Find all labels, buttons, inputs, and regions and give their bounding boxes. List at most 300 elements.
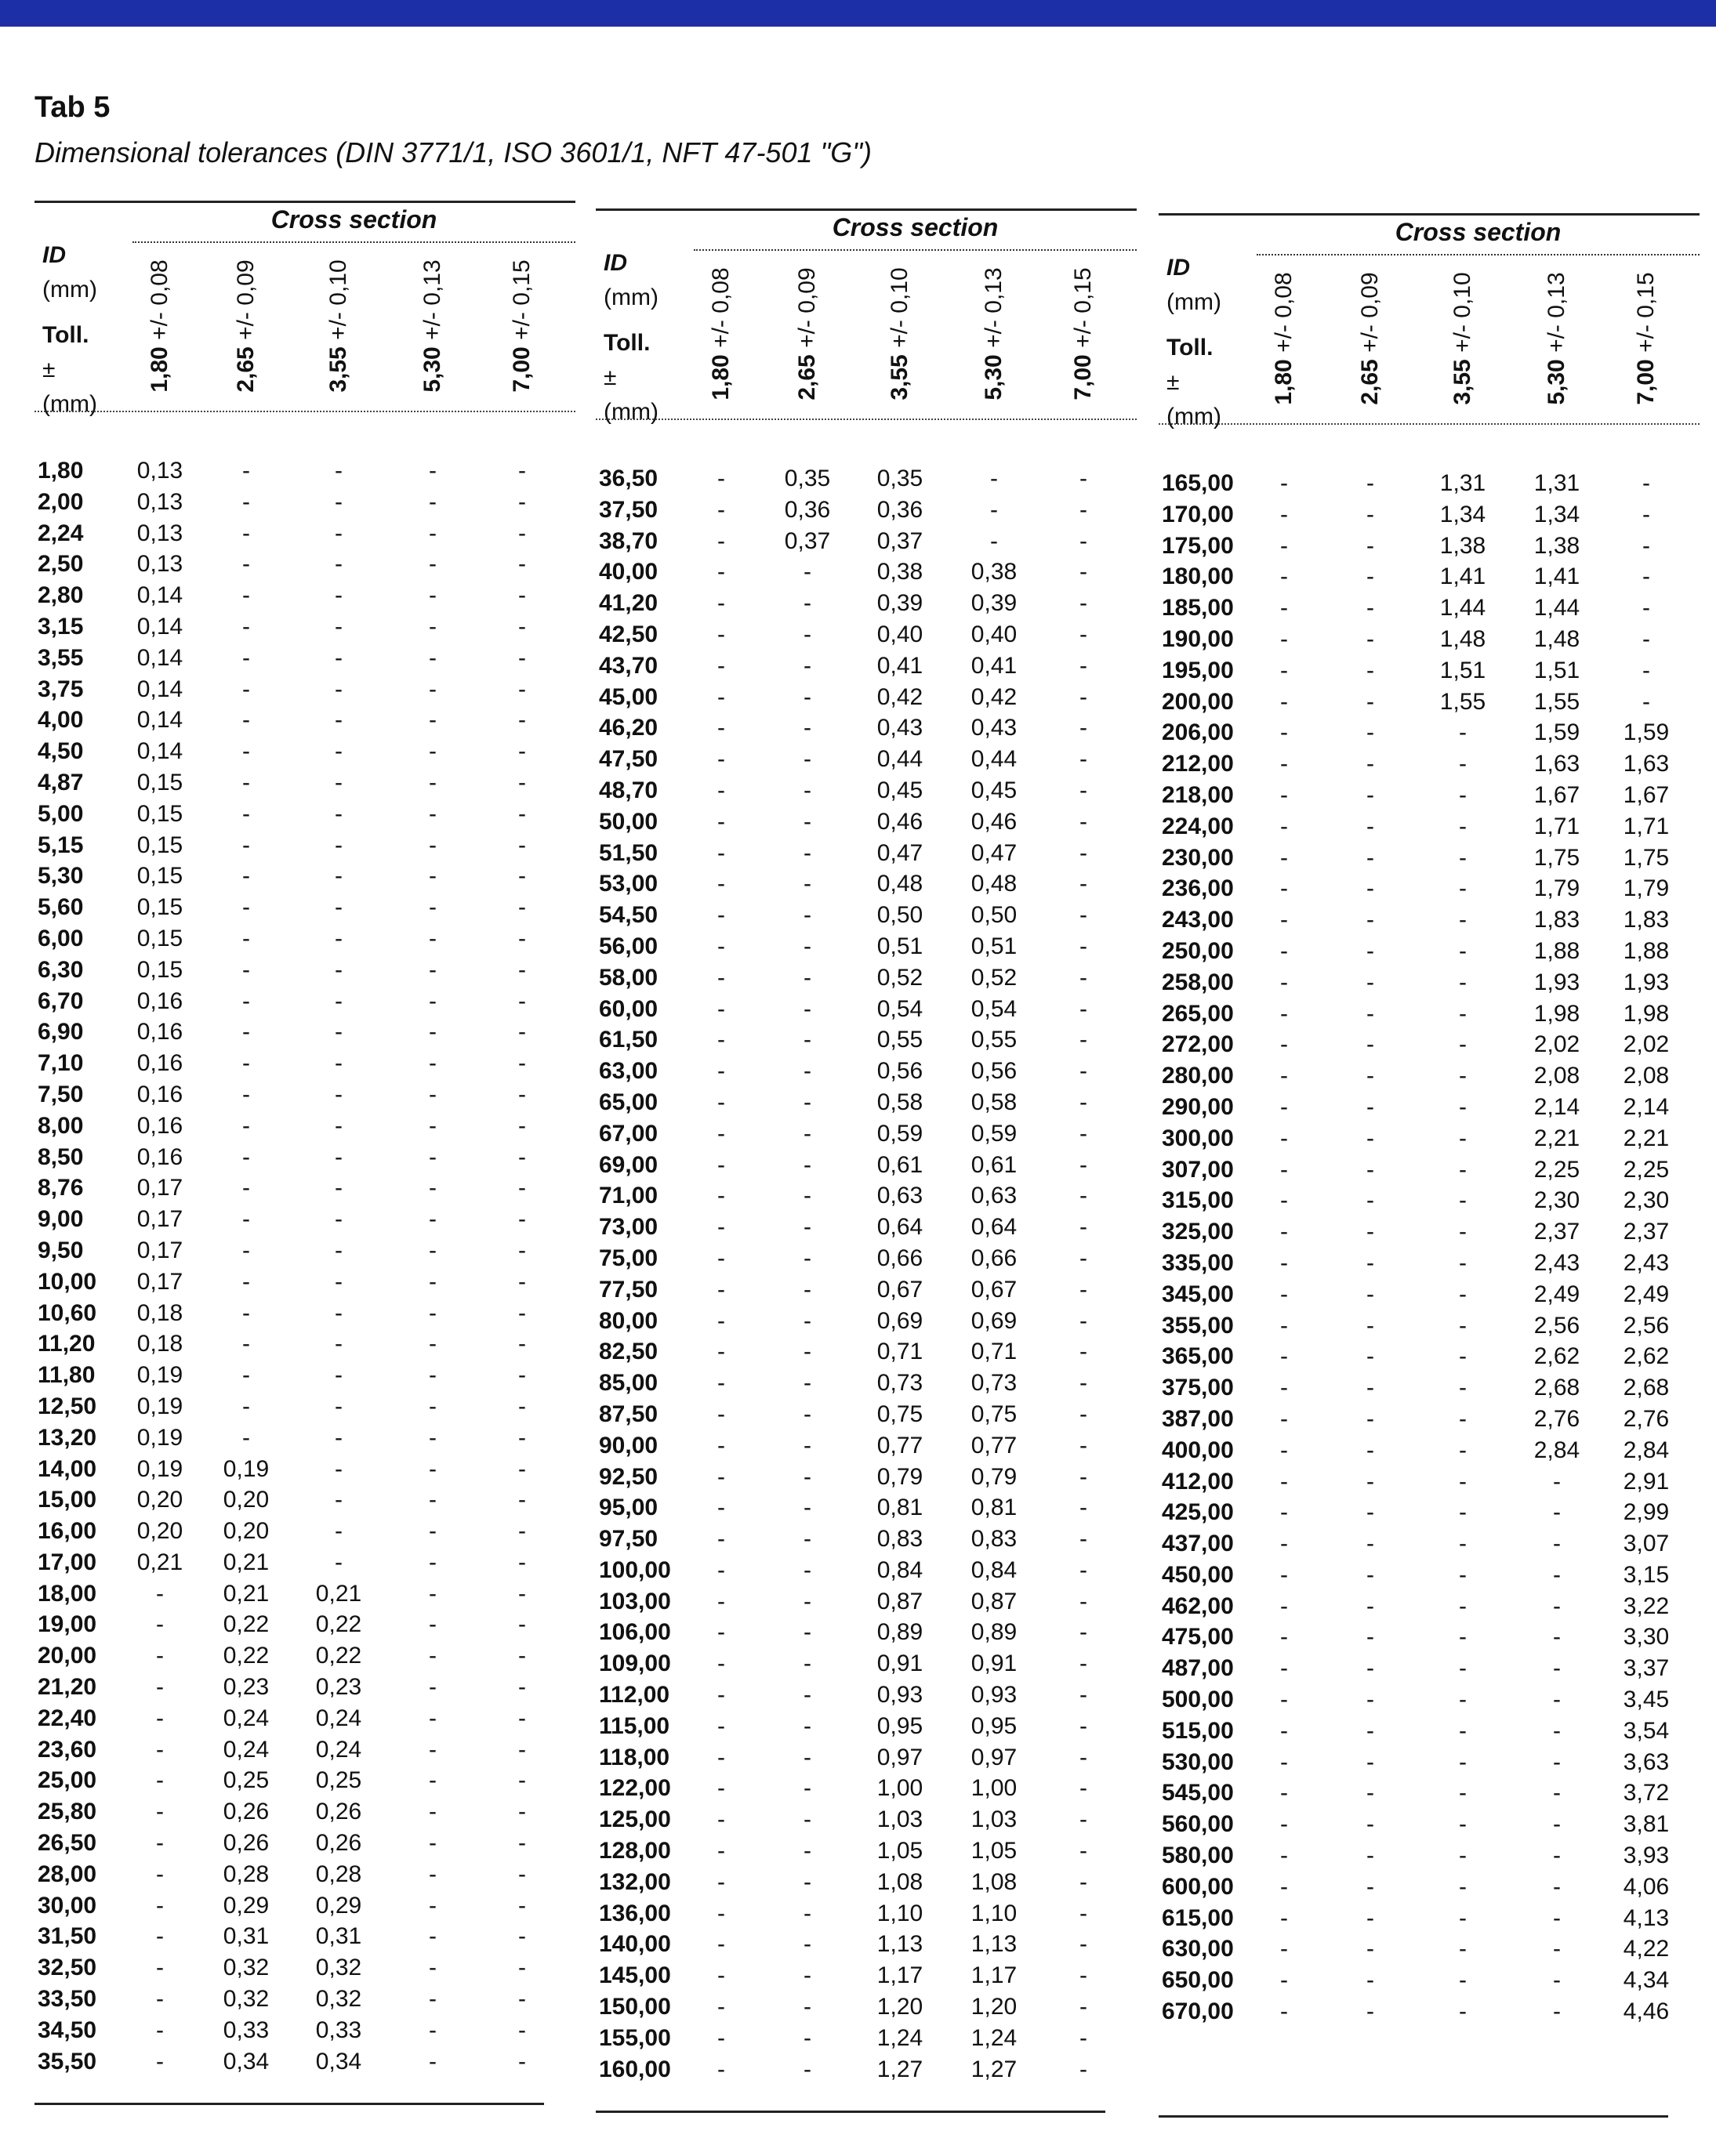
table-row [1159, 717, 1700, 748]
table-row [1159, 624, 1700, 655]
tolerance-cell: 0,15 [136, 800, 183, 827]
tolerance-cell: - [1366, 1219, 1374, 1245]
tolerance-cell: - [717, 1307, 725, 1334]
id-cell: 170,00 [1162, 501, 1234, 527]
tolerance-cell: 1,88 [1623, 937, 1670, 964]
tolerance-cell: - [717, 466, 725, 491]
tolerance-cell: 2,76 [1533, 1405, 1580, 1432]
tolerance-cell: - [1553, 1687, 1561, 1713]
tolerance-cell: 2,25 [1623, 1156, 1670, 1183]
tolerance-cell: - [1280, 907, 1288, 933]
tolerance-cell: - [335, 1362, 343, 1389]
tolerance-cell: - [1553, 1624, 1561, 1651]
tolerance-cell: 0,21 [223, 1549, 270, 1575]
tolerance-cell: - [1366, 1405, 1374, 1432]
tolerance-cell: 0,13 [136, 458, 183, 484]
tolerance-cell: - [804, 2024, 811, 2051]
tolerance-cell: - [156, 1830, 164, 1857]
id-cell: 15,00 [38, 1487, 97, 1513]
tolerance-cell: - [1553, 1998, 1561, 2025]
tolerance-cell: - [1459, 1998, 1467, 2025]
tolerance-cell: - [1366, 532, 1374, 559]
id-column-header [1166, 251, 1221, 434]
tolerance-cell: - [156, 1674, 164, 1701]
tolerance-cell: 0,22 [315, 1643, 362, 1669]
tolerance-cell: - [717, 933, 725, 959]
tolerance-cell: 0,40 [970, 621, 1018, 647]
tolerance-cell: - [717, 590, 725, 617]
table-row [34, 1734, 575, 1766]
tolerance-cell: 0,19 [136, 1362, 183, 1389]
tolerance-cell: - [1079, 1151, 1087, 1178]
id-cell: 31,50 [38, 1923, 97, 1950]
tolerance-cell: - [1079, 1712, 1087, 1739]
tolerance-cell: 0,15 [136, 769, 183, 795]
cross-section-column-header [136, 248, 183, 404]
tolerance-cell: 1,13 [876, 1931, 923, 1958]
tolerance-cell: - [335, 1393, 343, 1419]
tolerance-cell: - [1459, 719, 1467, 746]
table-row [34, 2046, 575, 2078]
tolerance-cell: - [156, 1643, 164, 1669]
id-cell: 150,00 [599, 1994, 671, 2020]
tolerance-cell: - [1280, 1593, 1288, 1619]
tolerance-cell: - [804, 590, 811, 617]
table-row [596, 1024, 1137, 1056]
tolerance-cell: - [1366, 1780, 1374, 1806]
id-cell: 335,00 [1162, 1249, 1234, 1276]
tolerance-cell: 0,22 [315, 1611, 362, 1638]
cross-section-column-header [315, 248, 362, 404]
tolerance-cell: 1,71 [1533, 813, 1580, 839]
tolerance-cell: - [429, 987, 437, 1014]
table-row [34, 1235, 575, 1266]
tolerance-cell: 0,87 [876, 1588, 923, 1614]
tolerance-cell: - [156, 1986, 164, 2013]
tolerance-cell: - [1280, 1063, 1288, 1089]
id-unit: (mm) [42, 277, 97, 303]
tolerance-cell: - [717, 1588, 725, 1614]
id-cell: 65,00 [599, 1089, 658, 1115]
tolerance-cell: - [717, 1151, 725, 1178]
table-row [34, 674, 575, 705]
tolerance-cell: - [804, 933, 811, 959]
id-cell: 1,80 [38, 458, 84, 484]
id-cell: 265,00 [1162, 1000, 1234, 1027]
tolerance-cell: - [804, 808, 811, 835]
tolerance-cell: 0,81 [876, 1495, 923, 1521]
table-row [1159, 1092, 1700, 1123]
tolerance-cell: - [1459, 844, 1467, 871]
tolerance-cell: - [1553, 1655, 1561, 1682]
id-cell: 155,00 [599, 2024, 671, 2051]
tolerance-cell: 1,75 [1623, 844, 1670, 871]
tolerance-cell: - [429, 551, 437, 578]
tolerance-cell: 0,84 [970, 1556, 1018, 1583]
table-body [596, 463, 1137, 2085]
tolerance-cell: 1,17 [876, 1962, 923, 1989]
id-cell: 236,00 [1162, 875, 1234, 902]
tolerance-cell: - [1079, 1556, 1087, 1583]
tolerance-cell: 0,95 [970, 1712, 1018, 1739]
tolerance-cell: - [429, 1143, 437, 1170]
tolerance-cell: - [518, 1986, 526, 2013]
table-row [34, 580, 575, 611]
id-cell: 33,50 [38, 1986, 97, 2013]
tolerance-cell: - [518, 1487, 526, 1513]
tolerance-cell: - [1280, 1156, 1288, 1183]
tolerance-cell: - [518, 1549, 526, 1575]
tolerance-cell: 0,20 [136, 1518, 183, 1545]
table-row [34, 1828, 575, 1859]
tolerance-cell: - [429, 1799, 437, 1825]
tolerance-cell: 0,13 [136, 520, 183, 546]
tolerance-cell: - [804, 1994, 811, 2020]
tolerance-cell: - [429, 1268, 437, 1295]
tolerance-cell: - [242, 1331, 250, 1357]
tolerance-cell: - [518, 582, 526, 609]
table-row [596, 1929, 1137, 1960]
tolerance-cell: - [1079, 1370, 1087, 1397]
id-cell: 30,00 [38, 1892, 97, 1919]
tolerance-cell: - [717, 1994, 725, 2020]
id-cell: 125,00 [599, 1806, 671, 1833]
tolerance-cell: - [1280, 470, 1288, 496]
tolerance-cell: 0,69 [970, 1307, 1018, 1334]
tolerance-cell: 1,05 [970, 1838, 1018, 1864]
tolerance-cell: - [1642, 532, 1650, 559]
tolerance-cell: - [429, 1175, 437, 1201]
id-cell: 63,00 [599, 1058, 658, 1085]
tolerance-cell: 0,24 [223, 1705, 270, 1731]
tolerance-cell: - [1280, 657, 1288, 683]
tolerance-cell: 0,87 [970, 1588, 1018, 1614]
tolerance-cell: 0,89 [876, 1619, 923, 1646]
tolerance-cell: - [1079, 1495, 1087, 1521]
tolerance-cell: - [1459, 1811, 1467, 1838]
tolerance-cell: - [1280, 969, 1288, 995]
tolerance-cell: 0,95 [876, 1712, 923, 1739]
id-cell: 128,00 [599, 1838, 671, 1864]
tolerance-cell: 0,29 [223, 1892, 270, 1919]
table-row [596, 1056, 1137, 1087]
id-cell: 53,00 [599, 871, 658, 897]
tolerance-cell: 2,68 [1533, 1375, 1580, 1401]
table-row [1159, 499, 1700, 531]
tolerance-cell: - [1366, 470, 1374, 496]
tolerance-cell: - [717, 1838, 725, 1864]
tolerance-cell: - [804, 1400, 811, 1427]
table-row [1159, 531, 1700, 562]
id-cell: 60,00 [599, 995, 658, 1022]
tolerance-cell: - [1553, 1748, 1561, 1775]
id-cell: 2,00 [38, 488, 84, 515]
tolerance-cell: - [1553, 1499, 1561, 1526]
tolerance-cell: 0,93 [876, 1682, 923, 1708]
id-cell: 43,70 [599, 652, 658, 679]
table-body [1159, 468, 1700, 2027]
tolerance-cell: - [429, 1705, 437, 1731]
tolerance-cell: 2,08 [1623, 1063, 1670, 1089]
table-row [34, 2015, 575, 2046]
table-row [596, 1960, 1137, 1991]
tolerance-cell: - [1553, 1904, 1561, 1931]
tolerance-cell: - [1079, 933, 1087, 959]
tolerance-cell: 2,21 [1623, 1125, 1670, 1151]
tolerance-cell: 1,44 [1439, 595, 1486, 621]
tolerance-cell: - [1366, 751, 1374, 777]
id-cell: 462,00 [1162, 1593, 1234, 1619]
table-row [34, 1266, 575, 1298]
tolerance-cell: - [1553, 1468, 1561, 1495]
tolerance-cell: - [518, 1799, 526, 1825]
tolerance-cell: - [717, 808, 725, 835]
cross-section-column-header [876, 255, 923, 412]
tolerance-cell: - [1280, 1031, 1288, 1058]
cross-section-diameter: 1,80 [147, 346, 172, 393]
tolerance-cell: 0,81 [970, 1495, 1018, 1521]
id-cell: 136,00 [599, 1900, 671, 1926]
tolerance-cell: - [1366, 937, 1374, 964]
cross-section-diameter: 5,30 [419, 346, 445, 393]
toll-pm: ± [604, 364, 617, 390]
tolerance-cell: 0,29 [315, 1892, 362, 1919]
id-cell: 545,00 [1162, 1780, 1234, 1806]
tolerance-cell: - [1366, 907, 1374, 933]
table-row [596, 1274, 1137, 1306]
tolerance-cell: - [429, 613, 437, 640]
tolerance-cell: - [1079, 496, 1087, 523]
tolerance-cell: 0,23 [223, 1674, 270, 1701]
toll-label: Toll. [604, 330, 651, 356]
tolerance-cell: 0,63 [970, 1183, 1018, 1209]
tolerance-cell: - [335, 925, 343, 951]
tolerance-cell: - [1079, 777, 1087, 803]
id-cell: 10,00 [38, 1268, 97, 1295]
table-row [34, 799, 575, 830]
header-dotted-rule [34, 411, 575, 412]
cross-section-heading: Cross section [270, 205, 437, 234]
table-row [1159, 1248, 1700, 1279]
tolerance-cell: - [429, 1611, 437, 1638]
tolerance-cell: 0,46 [876, 808, 923, 835]
cross-section-rule [694, 249, 1137, 251]
tolerance-cell: - [518, 1611, 526, 1638]
tolerance-cell: - [1079, 1058, 1087, 1085]
tolerance-cell: - [335, 520, 343, 546]
tolerance-cell: - [1366, 1093, 1374, 1120]
table-row [596, 775, 1137, 806]
tolerance-cell: 0,17 [136, 1206, 183, 1233]
table-row [596, 1773, 1137, 1804]
tolerance-cell: - [1280, 1561, 1288, 1588]
tolerance-cell: 1,75 [1533, 844, 1580, 871]
tolerance-cell: 1,88 [1533, 937, 1580, 964]
id-cell: 670,00 [1162, 1998, 1234, 2025]
toll-unit: (mm) [604, 399, 658, 425]
tolerance-cell: - [242, 1143, 250, 1170]
tolerance-cell: 0,25 [315, 1767, 362, 1794]
table-row [596, 1306, 1137, 1337]
tolerance-cell: 0,28 [315, 1861, 362, 1887]
tolerance-cell: 1,93 [1623, 969, 1670, 995]
id-cell: 230,00 [1162, 844, 1234, 871]
tolerance-cell: - [717, 496, 725, 523]
tolerance-cell: 0,52 [970, 964, 1018, 991]
cross-section-column-header [784, 255, 831, 412]
tolerance-cell: 1,08 [970, 1868, 1018, 1895]
tolerance-cell: 0,51 [876, 933, 923, 959]
tolerance-cell: 0,45 [876, 777, 923, 803]
tolerance-cell: - [335, 987, 343, 1014]
tolerance-cell: - [717, 1556, 725, 1583]
tolerance-cell: 0,23 [315, 1674, 362, 1701]
tolerance-cell: - [335, 1081, 343, 1107]
id-cell: 40,00 [599, 559, 658, 585]
tolerance-cell: - [1280, 1249, 1288, 1276]
tolerance-cell: - [1459, 1187, 1467, 1214]
tolerance-cell: - [804, 652, 811, 679]
tolerance-cell: - [335, 551, 343, 578]
tolerance-cell: - [717, 621, 725, 647]
id-cell: 6,00 [38, 925, 84, 951]
tolerance-cell: 0,26 [315, 1799, 362, 1825]
tolerance-cell: - [1079, 1838, 1087, 1864]
tolerance-cell: 4,06 [1623, 1873, 1670, 1900]
id-cell: 11,80 [38, 1362, 96, 1389]
id-cell: 560,00 [1162, 1811, 1234, 1838]
tolerance-cell: - [242, 832, 250, 858]
tolerance-cell: 0,73 [876, 1370, 923, 1397]
tolerance-cell: 0,71 [876, 1339, 923, 1365]
tolerance-cell: - [1280, 595, 1288, 621]
tolerance-cell: 0,91 [970, 1651, 1018, 1677]
id-cell: 4,50 [38, 738, 84, 765]
tolerance-cell: - [1079, 1400, 1087, 1427]
id-cell: 25,00 [38, 1767, 97, 1794]
id-cell: 5,30 [38, 863, 84, 890]
tolerance-cell: - [429, 769, 437, 795]
cross-section-diameter: 5,30 [1544, 359, 1569, 405]
tolerance-cell: 0,75 [876, 1400, 923, 1427]
tolerance-cell: - [518, 707, 526, 734]
tolerance-cell: - [804, 1682, 811, 1708]
cross-section-tolerance: +/- 0,09 [233, 259, 259, 347]
tolerance-cell: 1,83 [1533, 907, 1580, 933]
tolerance-cell: 1,98 [1623, 1000, 1670, 1027]
tolerance-cell: - [518, 1268, 526, 1295]
toll-label: Toll. [1166, 335, 1214, 361]
tolerance-cell: - [518, 987, 526, 1014]
cross-section-column-header [409, 248, 456, 404]
id-cell: 140,00 [599, 1931, 671, 1958]
tolerance-cell: - [804, 902, 811, 929]
tolerance-cell: - [335, 1424, 343, 1451]
tolerance-cell: - [518, 458, 526, 484]
toll-unit: (mm) [1166, 404, 1221, 429]
tolerance-cell: - [429, 1580, 437, 1607]
id-cell: 412,00 [1162, 1468, 1234, 1495]
tolerance-cell: - [518, 1112, 526, 1139]
tolerance-cell: - [429, 925, 437, 951]
cross-section-rule [1257, 254, 1700, 255]
tolerance-cell: - [429, 1299, 437, 1326]
tolerance-cell: 0,36 [784, 496, 831, 523]
tolerance-cell: - [1280, 1468, 1288, 1495]
tolerance-cell: - [518, 1923, 526, 1950]
tolerance-cell: - [1642, 688, 1650, 715]
cross-section-diameter: 2,65 [233, 346, 259, 393]
table-body [34, 455, 575, 2077]
tolerance-cell: - [242, 1175, 250, 1201]
tolerance-cell: - [518, 1175, 526, 1201]
tolerance-cell: - [1366, 1125, 1374, 1151]
tolerance-cell: - [518, 956, 526, 983]
id-cell: 300,00 [1162, 1125, 1234, 1151]
tolerance-cell: - [1079, 964, 1087, 991]
tolerance-cell: 3,30 [1623, 1624, 1670, 1651]
id-cell: 92,50 [599, 1463, 658, 1490]
tolerance-cell: - [1079, 1526, 1087, 1553]
tolerance-cell: - [1459, 1936, 1467, 1962]
tolerance-cell: 0,32 [223, 1986, 270, 2013]
tolerance-cell: 3,72 [1623, 1780, 1670, 1806]
id-cell: 4,00 [38, 707, 84, 734]
tolerance-cell: 0,25 [223, 1767, 270, 1794]
tolerance-cell: 0,59 [876, 1120, 923, 1147]
tolerance-cell: - [1079, 1463, 1087, 1490]
tolerance-cell: - [429, 1674, 437, 1701]
tolerance-cell: - [717, 1495, 725, 1521]
id-cell: 13,20 [38, 1424, 97, 1451]
tolerance-cell: - [1459, 937, 1467, 964]
tolerance-cell: 0,15 [136, 832, 183, 858]
id-cell: 2,50 [38, 551, 84, 578]
table-row [34, 1328, 575, 1360]
tolerance-cell: 2,14 [1533, 1093, 1580, 1120]
tolerance-cell: 1,10 [876, 1900, 923, 1926]
tolerance-cell: - [804, 1120, 811, 1147]
tolerance-cell: 0,19 [223, 1455, 270, 1482]
tolerance-cell: - [717, 1619, 725, 1646]
table-top-rule [1159, 213, 1700, 216]
tolerance-cell: - [1459, 1343, 1467, 1370]
header-dotted-rule [1159, 423, 1700, 425]
tolerance-cell: - [1079, 2056, 1087, 2082]
tolerance-cell: 2,68 [1623, 1375, 1670, 1401]
id-cell: 345,00 [1162, 1281, 1234, 1307]
tolerance-cell: - [1280, 1375, 1288, 1401]
table-row [1159, 1903, 1700, 1934]
tolerance-cell: - [518, 1455, 526, 1482]
tolerance-cell: 1,55 [1533, 688, 1580, 715]
tolerance-cell: 0,14 [136, 707, 183, 734]
tolerance-cell: - [804, 1183, 811, 1209]
tolerance-cell: 1,79 [1623, 875, 1670, 902]
tolerance-cell: - [242, 800, 250, 827]
tolerance-cell: - [1642, 563, 1650, 590]
tolerance-cell: - [1459, 1687, 1467, 1713]
id-cell: 16,00 [38, 1518, 97, 1545]
tolerance-cell: 0,14 [136, 738, 183, 765]
id-cell: 23,60 [38, 1736, 97, 1763]
toll-label: Toll. [42, 322, 89, 348]
tolerance-cell: - [717, 1214, 725, 1241]
table-row [1159, 1310, 1700, 1342]
tolerance-cell: - [1280, 1998, 1288, 2025]
tolerance-cell: - [335, 1112, 343, 1139]
tolerance-cell: - [156, 1705, 164, 1731]
